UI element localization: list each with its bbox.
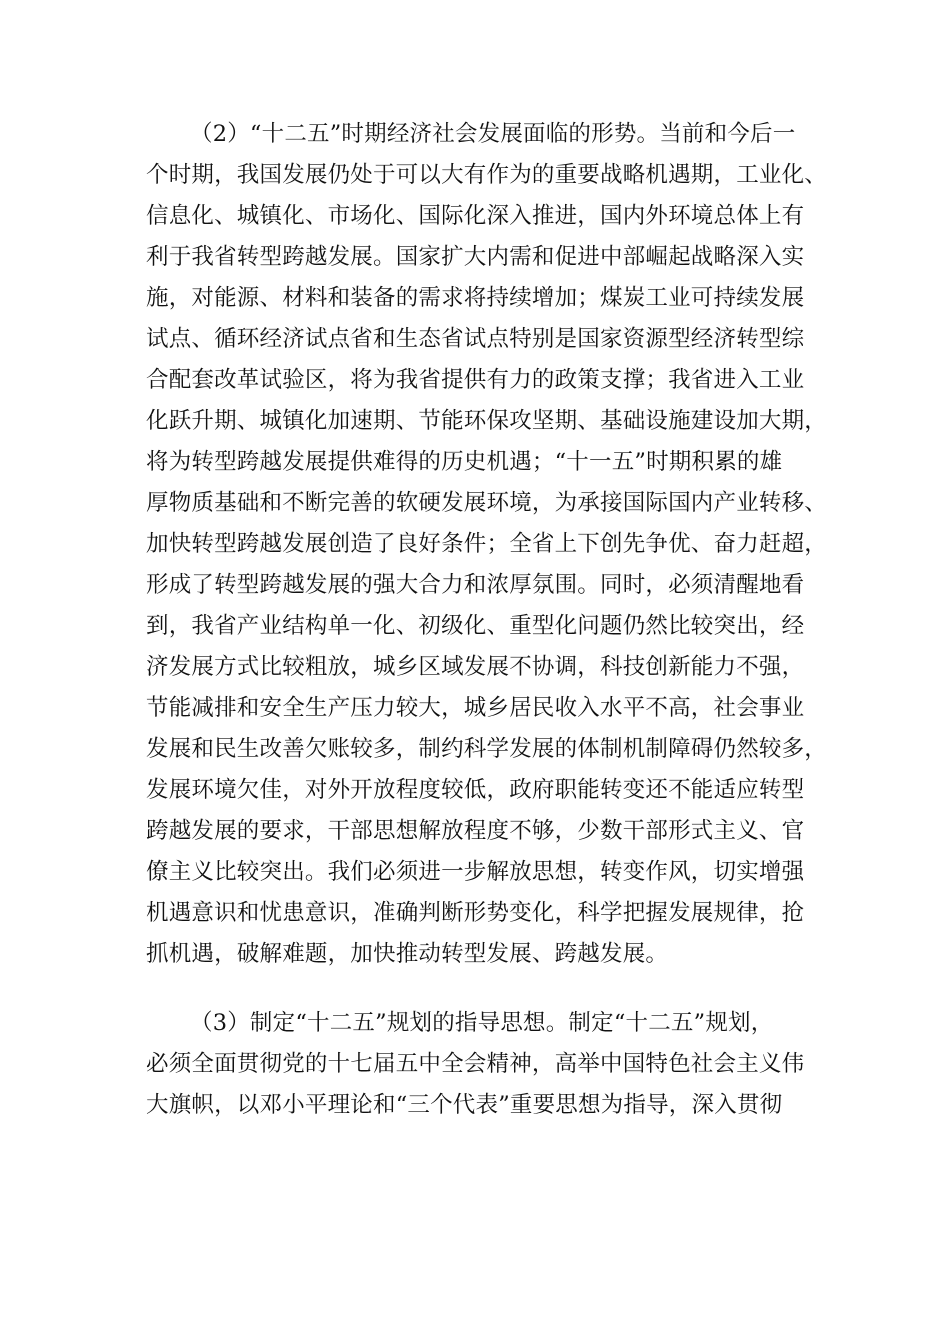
text-line: 发展和民生改善欠账较多，制约科学发展的体制机制障碍仍然较多， bbox=[146, 736, 828, 762]
text-line: 将为转型跨越发展提供难得的历史机遇；“十一五”时期积累的雄 bbox=[146, 449, 783, 475]
document-body bbox=[146, 114, 828, 1126]
text-line: 济发展方式比较粗放，城乡区域发展不协调，科技创新能力不强， bbox=[146, 654, 805, 680]
text-line: 施，对能源、材料和装备的需求将持续增加；煤炭工业可持续发展 bbox=[146, 285, 805, 311]
text-line: 合配套改革试验区，将为我省提供有力的政策支撑；我省进入工业 bbox=[146, 367, 805, 393]
text-line: 个时期，我国发展仍处于可以大有作为的重要战略机遇期，工业化、 bbox=[146, 162, 828, 188]
text-line: （3）制定“十二五”规划的指导思想。制定“十二五”规划， bbox=[190, 1010, 774, 1036]
text-line: 跨越发展的要求，干部思想解放程度不够，少数干部形式主义、官 bbox=[146, 818, 805, 844]
text-line: 厚物质基础和不断完善的软硬发展环境，为承接国际国内产业转移、 bbox=[146, 490, 828, 516]
text-line: 机遇意识和忧患意识，准确判断形势变化，科学把握发展规律，抢 bbox=[146, 900, 805, 926]
paragraph-3 bbox=[146, 1003, 806, 1126]
text-line: 到，我省产业结构单一化、初级化、重型化问题仍然比较突出，经 bbox=[146, 613, 805, 639]
text-line: 试点、循环经济试点省和生态省试点特别是国家资源型经济转型综 bbox=[146, 326, 805, 352]
text-line: 大旗帜，以邓小平理论和“三个代表”重要思想为指导，深入贯彻 bbox=[146, 1092, 783, 1118]
text-line: （2）“十二五”时期经济社会发展面临的形势。当前和今后一 bbox=[190, 121, 796, 147]
text-line: 化跃升期、城镇化加速期、节能环保攻坚期、基础设施建设加大期， bbox=[146, 408, 828, 434]
paragraph-spacer bbox=[146, 975, 806, 1003]
text-line: 必须全面贯彻党的十七届五中全会精神，高举中国特色社会主义伟 bbox=[146, 1051, 805, 1077]
paragraph-2 bbox=[146, 114, 828, 975]
text-line: 节能减排和安全生产压力较大，城乡居民收入水平不高，社会事业 bbox=[146, 695, 805, 721]
text-line: 发展环境欠佳，对外开放程度较低，政府职能转变还不能适应转型 bbox=[146, 777, 805, 803]
text-line: 僚主义比较突出。我们必须进一步解放思想，转变作风，切实增强 bbox=[146, 859, 805, 885]
text-line: 利于我省转型跨越发展。国家扩大内需和促进中部崛起战略深入实 bbox=[146, 244, 805, 270]
text-line: 加快转型跨越发展创造了良好条件；全省上下创先争优、奋力赶超， bbox=[146, 531, 828, 557]
text-line: 信息化、城镇化、市场化、国际化深入推进，国内外环境总体上有 bbox=[146, 203, 805, 229]
text-line: 抓机遇，破解难题，加快推动转型发展、跨越发展。 bbox=[146, 941, 669, 967]
text-line: 形成了转型跨越发展的强大合力和浓厚氛围。同时，必须清醒地看 bbox=[146, 572, 805, 598]
